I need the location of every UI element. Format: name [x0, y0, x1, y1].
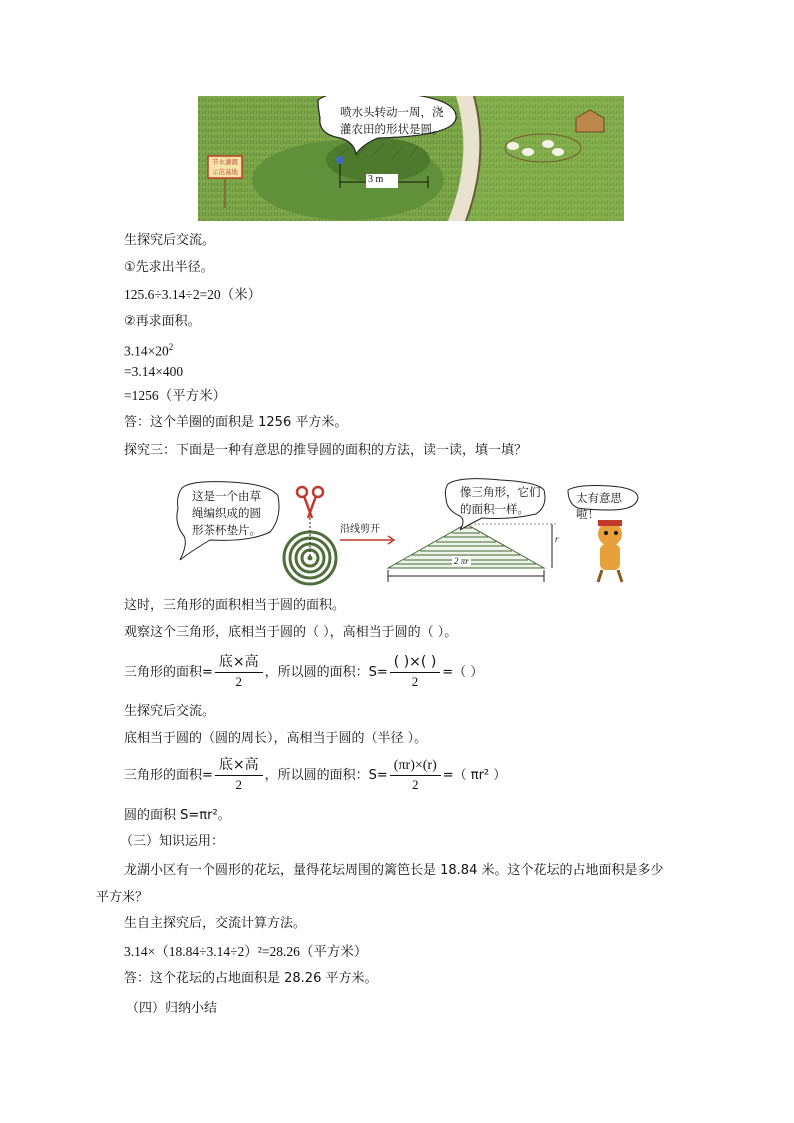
fraction-triangle — [215, 654, 263, 691]
sign-line: 节水灌溉 — [212, 158, 238, 166]
text-line: =1256（平方米） — [124, 388, 227, 403]
text-line: 观察这个三角形，底相当于圆的（ ），高相当于圆的（ ）。 — [124, 625, 458, 640]
numerator: ( )×( ) — [390, 654, 440, 673]
bubble-line: 这是一个由草 — [192, 489, 261, 503]
denominator: 2 — [235, 777, 243, 792]
bubble-right: 太有意思啦！ — [576, 491, 622, 521]
sign-text — [208, 157, 242, 177]
numerator: (πr)×(r) — [390, 757, 441, 776]
formula-middle: ，所以圆的面积：S= — [264, 665, 388, 680]
bubble-line: 像三角形，它们 — [460, 485, 541, 499]
bubble-line: 灌农田的形状是圆。 — [340, 122, 444, 136]
bubble-line: 形茶杯垫片。 — [192, 523, 261, 537]
bubble-line: 喷水头转动一周，浇 — [340, 105, 444, 119]
formula-prefix: 三角形的面积= — [124, 768, 213, 783]
circle-to-triangle-illustration — [170, 478, 640, 586]
denominator: 2 — [411, 674, 419, 689]
speech-bubble — [340, 104, 444, 138]
denominator: 2 — [412, 777, 419, 792]
section-heading: （三）知识运用： — [120, 834, 225, 849]
numerator: 底×高 — [215, 757, 263, 776]
formula-middle: ，所以圆的面积：S= — [264, 768, 388, 783]
fraction-circle — [390, 757, 441, 794]
answer-line: 答：这个花坛的占地面积是 28.26 平方米。 — [124, 971, 378, 986]
text-line: 125.6÷3.14÷2=20（米） — [124, 287, 262, 302]
formula-suffix: =（ πr² ） — [442, 768, 507, 783]
formula-base: 3.14×20 — [124, 343, 169, 359]
text-line: 这时，三角形的面积相当于圆的面积。 — [124, 598, 346, 613]
fraction-circle — [390, 654, 440, 691]
formula-line: 3.14×（18.84÷3.14÷2）²=28.26（平方米） — [124, 944, 368, 959]
problem-line: 平方米？ — [96, 890, 149, 905]
problem-line: 龙湖小区有一个圆形的花坛，量得花坛周围的篱笆长是 18.84 米。这个花坛的占地面积是多少 — [124, 863, 664, 878]
bubble-line: 绳编织成的圆 — [192, 506, 261, 520]
text-line: ①先求出半径。 — [124, 260, 214, 275]
base-label: 2 πr — [454, 556, 469, 566]
numerator: 底×高 — [215, 654, 263, 673]
answer-line: 答：这个羊圈的面积是 1256 平方米。 — [124, 415, 348, 430]
cut-label: 沿线剪开 — [340, 524, 380, 535]
denominator: 2 — [235, 674, 243, 689]
fraction-triangle — [215, 757, 263, 794]
exponent: 2 — [168, 342, 174, 352]
sign-line: 示范基地 — [212, 168, 238, 176]
section-heading: （四）归纳小结 — [126, 1001, 218, 1016]
formula-line — [124, 756, 506, 796]
bubble-line: 的面积一样。 — [460, 502, 529, 516]
irrigation-illustration — [198, 96, 624, 221]
formula-line — [124, 337, 173, 362]
bubble-left — [192, 488, 261, 539]
text-line: 底相当于圆的（圆的周长），高相当于圆的（半径 ）。 — [124, 731, 428, 746]
text-line: 生探究后交流。 — [124, 233, 216, 248]
text-line: 生探究后交流。 — [124, 704, 216, 719]
height-label: r — [555, 534, 559, 544]
formula-suffix: =（ ） — [442, 665, 484, 680]
formula-line — [124, 653, 483, 693]
text-line: ②再求面积。 — [124, 314, 201, 329]
text-line: 探究三：下面是一种有意思的推导圆的面积的方法，读一读，填一填？ — [124, 443, 528, 458]
formula-prefix: 三角形的面积= — [124, 665, 213, 680]
radius-label: 3 m — [368, 174, 384, 185]
bubble-middle — [460, 484, 541, 518]
text-line: =3.14×400 — [124, 364, 184, 379]
text-line: 圆的面积 S=πr²。 — [124, 808, 231, 823]
text-line: 生自主探究后，交流计算方法。 — [124, 916, 307, 931]
